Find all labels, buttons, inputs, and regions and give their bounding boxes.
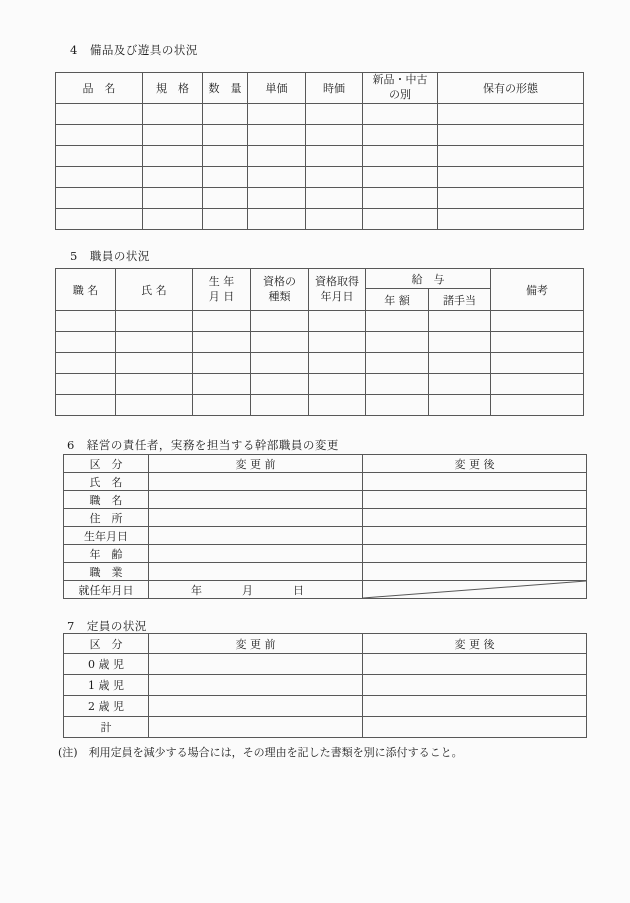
table-row [56, 167, 584, 188]
empty-cell [203, 146, 248, 167]
empty-cell [203, 125, 248, 146]
empty-cell [366, 332, 429, 353]
appointment-date-cell [149, 581, 363, 599]
empty-cell [56, 395, 116, 416]
empty-cell [306, 167, 363, 188]
empty-cell [56, 167, 143, 188]
empty-cell [363, 717, 587, 738]
empty-cell [251, 353, 309, 374]
empty-cell [149, 696, 363, 717]
empty-cell [143, 146, 203, 167]
table-row [64, 717, 587, 738]
col-header-qualification [251, 269, 309, 311]
empty-cell [363, 473, 587, 491]
table-row [56, 209, 584, 230]
empty-cell [193, 332, 251, 353]
month-label: 月 [242, 583, 253, 597]
staff-table [55, 268, 584, 416]
empty-cell [116, 311, 193, 332]
empty-cell [306, 209, 363, 230]
empty-cell [306, 188, 363, 209]
empty-cell [149, 675, 363, 696]
managers-change-table [63, 454, 587, 599]
empty-cell [491, 395, 584, 416]
empty-cell [248, 167, 306, 188]
col-header-birthdate-line2: 月 日 [208, 289, 235, 303]
empty-cell [363, 545, 587, 563]
empty-cell [309, 374, 366, 395]
table-row [64, 675, 587, 696]
empty-cell [149, 654, 363, 675]
row-label-total: 計 [64, 717, 149, 738]
empty-cell [203, 209, 248, 230]
empty-cell [149, 563, 363, 581]
empty-cell [203, 188, 248, 209]
col-header-new-used [363, 73, 438, 104]
empty-cell [116, 332, 193, 353]
empty-cell [363, 509, 587, 527]
col-header-unit-price: 単価 [248, 73, 306, 104]
empty-cell [143, 188, 203, 209]
table-row [56, 353, 584, 374]
empty-cell [248, 209, 306, 230]
table-row [56, 188, 584, 209]
empty-cell [149, 491, 363, 509]
row-label-address: 住 所 [64, 509, 149, 527]
empty-cell [251, 332, 309, 353]
empty-cell [309, 311, 366, 332]
empty-cell [248, 104, 306, 125]
empty-cell [366, 374, 429, 395]
empty-cell [56, 188, 143, 209]
empty-cell [116, 374, 193, 395]
empty-cell [491, 353, 584, 374]
diagonal-line-icon [363, 581, 586, 598]
empty-cell [363, 654, 587, 675]
equipment-table [55, 72, 584, 230]
strikethrough-cell [363, 581, 587, 599]
empty-cell [491, 332, 584, 353]
table-row [56, 125, 584, 146]
empty-cell [309, 353, 366, 374]
table-row [64, 491, 587, 509]
table-row [64, 527, 587, 545]
empty-cell [56, 209, 143, 230]
table-row [64, 545, 587, 563]
empty-cell [363, 675, 587, 696]
col-header-salary-group: 給 与 [366, 269, 491, 289]
col-header-birthdate [193, 269, 251, 311]
col-header-before: 変 更 前 [149, 455, 363, 473]
col-header-after: 変 更 後 [363, 634, 587, 654]
empty-cell [56, 146, 143, 167]
empty-cell [149, 545, 363, 563]
col-header-new-used-line2: の別 [389, 88, 411, 101]
table-row [56, 374, 584, 395]
year-label: 年 [191, 583, 202, 597]
empty-cell [248, 125, 306, 146]
empty-cell [306, 125, 363, 146]
section-equipment-title: 4 備品及び遊具の状況 [70, 43, 198, 57]
empty-cell [203, 104, 248, 125]
empty-cell [306, 146, 363, 167]
col-header-birthdate-line1: 生 年 [208, 274, 235, 288]
section-staff-title: 5 職員の状況 [70, 249, 150, 263]
empty-cell [438, 188, 584, 209]
empty-cell [491, 311, 584, 332]
empty-cell [366, 353, 429, 374]
empty-cell [309, 332, 366, 353]
empty-cell [363, 491, 587, 509]
row-label-name: 氏 名 [64, 473, 149, 491]
empty-cell [56, 125, 143, 146]
empty-cell [56, 374, 116, 395]
empty-cell [143, 167, 203, 188]
empty-cell [203, 167, 248, 188]
empty-cell [363, 104, 438, 125]
table-row [56, 311, 584, 332]
empty-cell [429, 332, 491, 353]
table-row [64, 563, 587, 581]
table-row [64, 696, 587, 717]
empty-cell [491, 374, 584, 395]
empty-cell [251, 395, 309, 416]
empty-cell [116, 353, 193, 374]
empty-cell [363, 209, 438, 230]
table-row [64, 473, 587, 491]
footnote: (注) 利用定員を減少する場合には，その理由を記した書類を別に添付すること。 [58, 746, 463, 759]
section-capacity-title: 7 定員の状況 [67, 619, 147, 633]
col-header-category: 区 分 [64, 455, 149, 473]
empty-cell [193, 311, 251, 332]
col-header-salary-annual: 年 額 [366, 289, 429, 311]
row-label-birthdate: 生年月日 [64, 527, 149, 545]
empty-cell [309, 395, 366, 416]
empty-cell [306, 104, 363, 125]
row-label-age1: 1 歳 児 [64, 675, 149, 696]
table-row [56, 104, 584, 125]
empty-cell [438, 167, 584, 188]
capacity-table [63, 633, 587, 738]
table-row [56, 395, 584, 416]
empty-cell [143, 104, 203, 125]
empty-cell [143, 125, 203, 146]
row-label-age0: 0 歳 児 [64, 654, 149, 675]
col-header-new-used-line1: 新品・中古 [372, 73, 428, 87]
empty-cell [363, 188, 438, 209]
empty-cell [429, 353, 491, 374]
empty-cell [429, 395, 491, 416]
col-header-name: 氏 名 [116, 269, 193, 311]
empty-cell [438, 209, 584, 230]
empty-cell [363, 125, 438, 146]
empty-cell [56, 104, 143, 125]
table-row [64, 509, 587, 527]
empty-cell [251, 311, 309, 332]
empty-cell [366, 311, 429, 332]
empty-cell [149, 473, 363, 491]
empty-cell [438, 146, 584, 167]
empty-cell [193, 395, 251, 416]
col-header-before: 変 更 前 [149, 634, 363, 654]
row-label-occupation: 職 業 [64, 563, 149, 581]
col-header-category: 区 分 [64, 634, 149, 654]
empty-cell [251, 374, 309, 395]
col-header-remarks: 備考 [491, 269, 584, 311]
empty-cell [56, 332, 116, 353]
col-header-job: 職 名 [56, 269, 116, 311]
empty-cell [438, 104, 584, 125]
empty-cell [429, 374, 491, 395]
empty-cell [149, 717, 363, 738]
col-header-item: 品 名 [56, 73, 143, 104]
empty-cell [248, 146, 306, 167]
empty-cell [193, 374, 251, 395]
table-row [56, 332, 584, 353]
row-label-appointment-date: 就任年月日 [64, 581, 149, 599]
col-header-ownership: 保有の形態 [438, 73, 584, 104]
table-row [64, 654, 587, 675]
col-header-qualification-line1: 資格の [263, 274, 296, 288]
row-label-age2: 2 歳 児 [64, 696, 149, 717]
table-row [64, 581, 587, 599]
empty-cell [363, 167, 438, 188]
col-header-quantity: 数 量 [203, 73, 248, 104]
empty-cell [143, 209, 203, 230]
empty-cell [193, 353, 251, 374]
empty-cell [366, 395, 429, 416]
empty-cell [149, 509, 363, 527]
date-placeholder [149, 582, 355, 598]
col-header-qualification-line2: 種類 [268, 289, 291, 303]
section-managers-title: 6 経営の責任者，実務を担当する幹部職員の変更 [67, 438, 339, 452]
empty-cell [363, 696, 587, 717]
empty-cell [429, 311, 491, 332]
empty-cell [149, 527, 363, 545]
col-header-spec: 規 格 [143, 73, 203, 104]
col-header-qualification-date [309, 269, 366, 311]
empty-cell [56, 353, 116, 374]
empty-cell [248, 188, 306, 209]
col-header-qualification-date-line1: 資格取得 [315, 274, 359, 288]
row-label-job: 職 名 [64, 491, 149, 509]
col-header-after: 変 更 後 [363, 455, 587, 473]
col-header-market-price: 時価 [306, 73, 363, 104]
empty-cell [116, 395, 193, 416]
empty-cell [56, 311, 116, 332]
empty-cell [363, 146, 438, 167]
empty-cell [363, 563, 587, 581]
empty-cell [438, 125, 584, 146]
col-header-salary-allowance: 諸手当 [429, 289, 491, 311]
row-label-age: 年 齢 [64, 545, 149, 563]
day-label: 日 [293, 583, 304, 597]
empty-cell [363, 527, 587, 545]
col-header-qualification-date-line2: 年月日 [320, 289, 354, 303]
table-row [56, 146, 584, 167]
